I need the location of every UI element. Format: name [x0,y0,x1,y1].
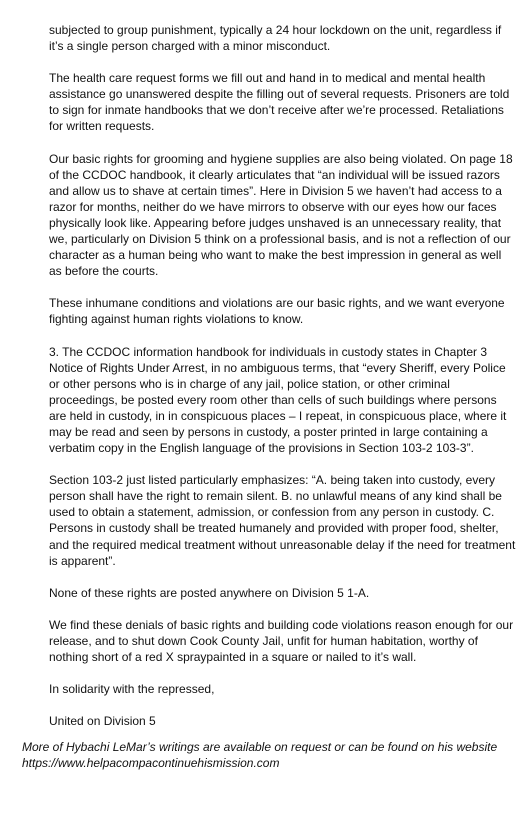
footer-writings-note: More of Hybachi LeMar’s writings are available on request or can be found on his website [22,740,498,754]
paragraph-grooming-hygiene: Our basic rights for grooming and hygiene supplies are also being violated. On page 18 of the CCDOC handbook, it clearly articulates that “an individual will be issued razors and allow us to shave at certain times”. Here in Division 5 we haven’t had access to a razor for months, neither do we have mirrors to observe with our eyes how our faces physically look like. Appearing before judges unshaved is an unnecessary reality, that we, particularly on Division 5 think on a professional basis, and is not a reflection of our character as a human being who want to make the best impression in general as well as before the courts. [49,151,513,279]
letter-body [49,22,517,745]
paragraph-rights-not-posted: None of these rights are posted anywhere on Division 5 1-A. [49,585,370,600]
closing-salutation: In solidarity with the repressed, [49,682,215,697]
paragraph-section-103-2: Section 103-2 just listed particularly emphasizes: “A. being taken into custody, every person shall have the right to remain silent. B. no unlawful means of any kind shall be used to obtain a statement, admission, or confession from any person in custody. C. Persons in custody shall be treated humanely and provided with proper food, shelter, and the required medical treatment without unreasonable delay if the need for treatment is apparent”. [49,473,516,568]
paragraph-group-punishment: subjected to group punishment, typically a 24 hour lockdown on the unit, regardless if it’s a single person charged with a minor misconduct. [49,23,502,54]
paragraph-health-care-requests: The health care request forms we fill out and hand in to medical and mental health assistance go unanswered despite the filling out of several requests. Prisoners are told to sign for inmate handbooks that we don’t receive after we’re processed. Retaliations for written requests. [49,71,510,134]
footer-note [22,739,522,771]
paragraph-inhumane-conditions: These inhumane conditions and violations are our basic rights, and we want everyone fighting against human rights violations to know. [49,296,505,327]
signature-line: United on Division 5 [49,714,156,729]
paragraph-notice-of-rights: 3. The CCDOC information handbook for individuals in custody states in Chapter 3 Notice of Rights Under Arrest, in no ambiguous terms, that “every Sheriff, every Police or other persons who is in charge of any jail, police station, or other criminal proceedings, be posted every room other than cells of such buildings where persons are held in custody, in in conspicuous places – I repeat, in conspicuous place, where it may be read and seen by persons in custody, a poster printed in large containing a verbatim copy in the English language of the provisions in Section 103-2 103-3”. [49,344,507,456]
paragraph-demand-release: We find these denials of basic rights and building code violations reason enough for our release, and to shut down Cook County Jail, unfit for human habitation, worthy of nothing short of a red X spraypainted in a square or nailed to it’s wall. [49,617,514,664]
footer-website-link[interactable]: https://www.helpacompacontinuehismission.com [22,756,280,771]
